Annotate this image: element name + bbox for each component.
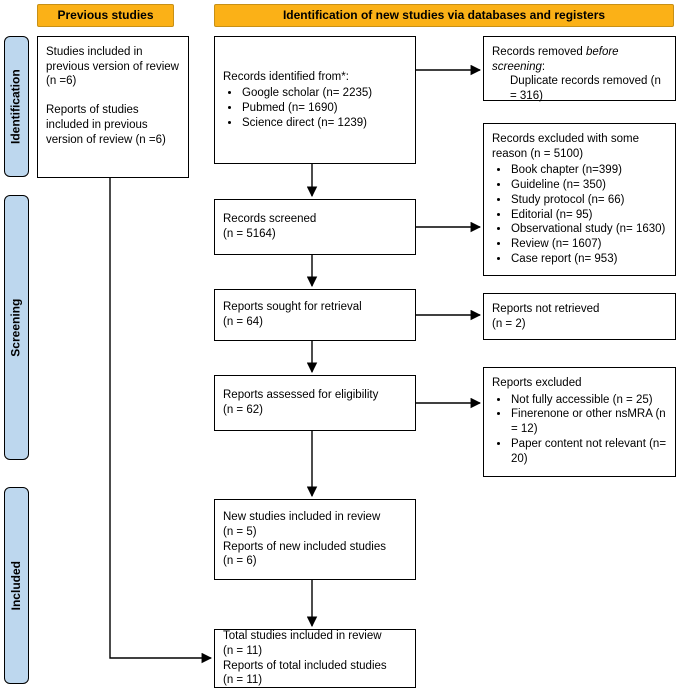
box-total-studies [214,629,416,688]
list-item: • Review (n= 1607) [510,237,667,252]
header-new-studies-label: Identification of new studies via databases and registers [282,7,606,22]
header-previous-studies-label: Previous studies [57,7,154,22]
new-studies-line3: Reports of new included studies [223,540,387,553]
reports-not-retrieved-line2: (n = 2) [492,317,526,330]
box-previous-studies [37,36,189,178]
arrow-previous-to-total [110,178,211,658]
box-new-studies [214,499,416,580]
sidebar-identification [4,36,29,177]
new-studies-line1: New studies included in review [223,511,381,524]
records-excluded-list [492,163,667,266]
list-item: • Case report (n= 953) [510,252,667,267]
total-studies-line2: (n = 11) [223,644,263,657]
total-studies-line1: Total studies included in review [223,630,382,643]
records-excluded-title: Records excluded with some reason (n = 5100) [492,133,640,160]
records-removed-pre: Records removed [492,46,586,58]
records-removed-text [492,45,667,74]
new-studies-line2: (n = 5) [223,525,257,538]
sidebar-identification-label: Identification [8,69,23,144]
box-records-excluded [483,123,676,276]
reports-sought-line2: (n = 64) [223,316,263,328]
total-studies-line3: Reports of total included studies [223,659,387,672]
box-reports-sought [214,289,416,341]
list-item: • Guideline (n= 350) [510,178,667,193]
box-records-identified [214,36,416,164]
previous-studies-para2: Reports of studies included in previous version of review (n =6) [46,104,166,146]
list-item: • Book chapter (n=399) [510,163,667,178]
box-reports-not-retrieved [483,293,676,340]
box-records-screened [214,199,416,255]
new-studies-line4: (n = 6) [223,555,257,568]
sidebar-included [4,487,29,684]
reports-assessed-line1: Reports assessed for eligibility [223,389,379,402]
sidebar-included-label: Included [8,560,23,611]
records-removed-detail: Duplicate records removed (n = 316) [510,75,661,103]
header-new-studies [214,4,674,27]
list-item: • Finerenone or other nsMRA (n = 12) [510,407,667,436]
list-item: • Paper content not relevant (n= 20) [510,437,667,466]
records-identified-list [223,86,407,130]
list-item: • Study protocol (n= 66) [510,193,667,208]
records-screened-line2: (n = 5164) [223,228,276,240]
list-item: • Science direct (n= 1239) [241,116,407,131]
total-studies-line4: (n = 11) [223,674,263,687]
reports-excluded-list [492,393,667,467]
records-screened-line1: Records screened [223,213,317,226]
list-item: • Pubmed (n= 1690) [241,101,407,116]
sidebar-screening [4,195,29,460]
sidebar-screening-label: Screening [8,298,23,357]
box-reports-excluded [483,367,676,477]
previous-studies-para1: Studies included in previous version of review (n =6) [46,46,179,88]
box-records-removed [483,36,676,101]
reports-excluded-title: Reports excluded [492,377,582,389]
list-item: • Observational study (n= 1630) [510,222,667,237]
box-reports-assessed [214,375,416,431]
list-item: • Google scholar (n= 2235) [241,86,407,101]
list-item: • Editorial (n= 95) [510,208,667,223]
records-removed-italic: before screening [492,46,619,73]
reports-sought-line1: Reports sought for retrieval [223,301,362,314]
list-item: • Not fully accessible (n = 25) [510,393,667,408]
records-identified-title: Records identified from*: [223,70,349,83]
records-removed-post: : [541,60,546,73]
reports-not-retrieved-line1: Reports not retrieved [492,302,600,315]
reports-assessed-line2: (n = 62) [223,404,263,416]
header-previous-studies [37,4,174,27]
